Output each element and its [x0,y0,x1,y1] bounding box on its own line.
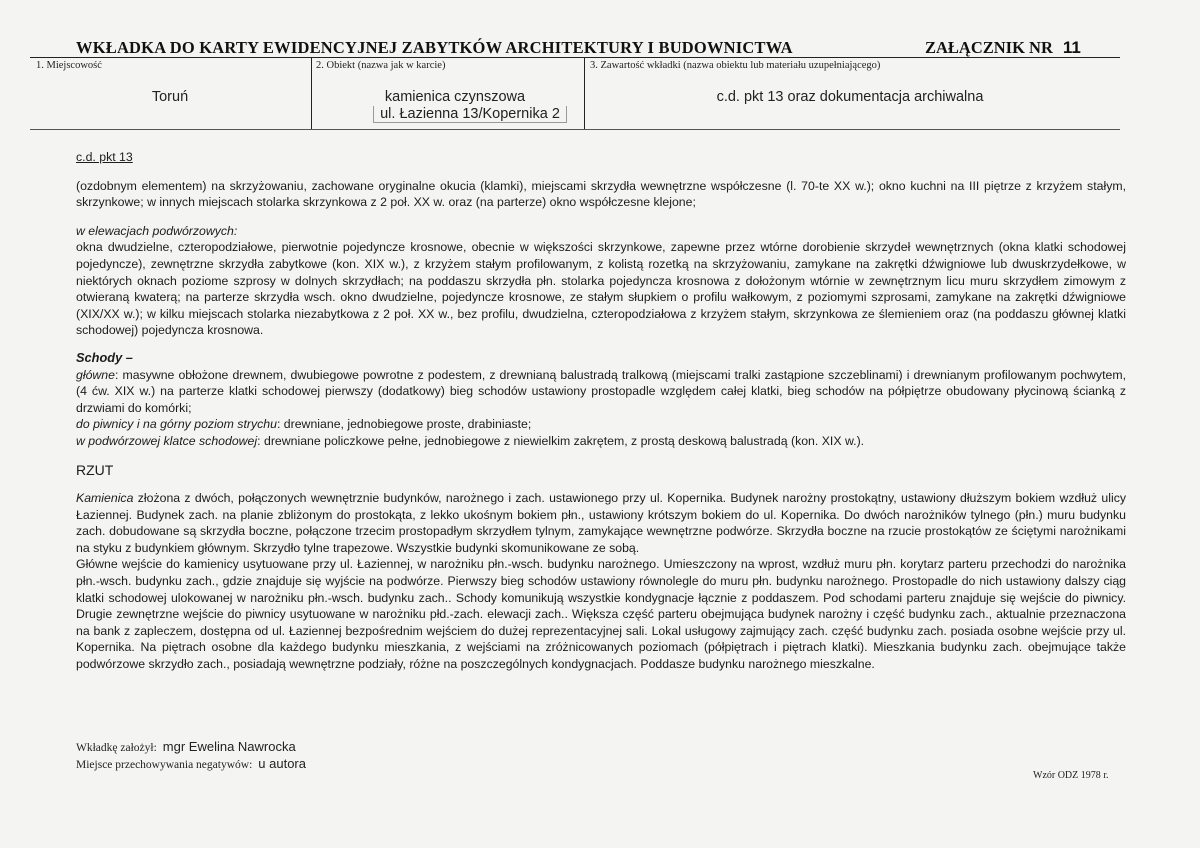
object-value [330,89,580,123]
negatives-label: Miejsce przechowywania negatywów: [76,759,253,771]
rear-elevations-heading: w elewacjach podwórzowych: [76,223,238,238]
locality-value: Toruń [151,89,189,105]
stairs-heading: Schody – [76,349,133,365]
paragraph-stairs-yard [76,433,1126,450]
header-rule [30,57,1120,58]
column-divider [311,57,312,129]
locality-label: 1. Miejscowość [36,60,102,71]
form-reference: Wzór ODZ 1978 r. [1033,770,1109,781]
author-value: mgr Ewelina Nawrocka [162,739,296,754]
continuation-heading: c.d. pkt 13 [76,150,133,164]
plan-lead: Kamienica [76,491,134,506]
stairs-yard-text: : drewniane policzkowe pełne, jednobiegowe z niewielkim zakrętem, z prostą deskową balustradą (kon. XIX w.). [257,433,865,448]
annex-number: 11 [1062,38,1081,57]
negatives-row [76,756,306,771]
stairs-main-text: : masywne obłożone drewnem, dwubiegowe powrotne z podestem, z drewnianą balustradą tralkową (miejscami tralki zastąpione szczeblinami) i drewnianym profilowanym pochwytem, (4 ćw. XIX w.) na parterze klatki schodowej pierwszy (dodatkowy) bieg schodów ustawiony prostopadle względem całej klatki, bieg schodów na półpiętrze obudowany płycinową ścianką z drzwiami do komórki; [76,367,1126,415]
author-label: Wkładkę założył: [76,742,157,754]
object-label: 2. Obiekt (nazwa jak w karcie) [316,60,446,71]
paragraph-stairs-cellar [76,416,1126,433]
paragraph-rear-elevations: okna dwudzielne, czteropodziałowe, pierwotnie pojedyncze krosnowe, obecnie w większości skrzynkowe, zapewne przez wtórne dorobienie skrzydeł wewnętrznych (okna klatki schodowej pojedyncze), zewnętrzne skrzydła zabytkowe (kon. XIX w.), z krzyżem stałym profilowanym, z kolistą rozetką na skrzyżowaniu, zamykane na zakrętki dźwigniowe lub dwuskrzydełkowe, w niektórych oknach poziome szprosy w dolnych skrzydłach; na poddaszu skrzydła płn. stolarka pojedyncza krosnowa z dołożonym wtórnie w zewnętrznym licu muru skrzydłem zimowym z otwieraną kwaterą; na parterze skrzydła wsch. okno dwudzielne, pojedyncze krosnowe, ze stałym słupkiem o profilu wałkowym, z poziomymi szprosami, zamykane na zakrętki dźwigniowe (XIX/XX w.); w kilku miejscach stolarka niezabytkowa z 2 poł. XX w., bez profilu, dwudzielna, czteropodziałowa z krzyżem stałym, skrzynkowa ze ślemieniem oraz (na poddaszu głównej klatki schodowej) pojedyncza krosnowa. [76,240,1126,338]
paragraph-plan-1 [76,490,1126,556]
annex-label [925,38,1081,58]
stairs-yard-label: w podwórzowej klatce schodowej [76,433,258,448]
plan-heading: RZUT [76,461,114,478]
object-name: kamienica czynszowa [384,89,526,105]
column-divider [584,57,585,129]
document-body [76,149,1126,673]
stairs-main-label: główne [76,367,115,382]
table-bottom-rule [30,129,1120,130]
form-title: WKŁADKA DO KARTY EWIDENCYJNEJ ZABYTKÓW ARCHITEKTURY I BUDOWNICTWA [76,38,793,57]
paragraph-stairs-main [76,367,1126,417]
paragraph-windows: (ozdobnym elementem) na skrzyżowaniu, zachowane oryginalne okucia (klamki), miejscami skrzydła wewnętrzne współczesne (l. 70-te XX w.); okno kuchni na III piętrze z krzyżem stałym, skrzynkowe; w innych miejscach stolarka skrzynkowa z 2 poł. XX w. oraz (na parterze) okno współczesne klejone; [76,178,1126,210]
author-row [76,739,296,754]
contents-label: 3. Zawartość wkładki (nazwa obiektu lub materiału uzupełniającego) [590,60,881,71]
contents-value: c.d. pkt 13 oraz dokumentacja archiwalna [716,89,984,105]
object-address: ul. Łazienna 13/Kopernika 2 [373,106,567,123]
annex-label-text: ZAŁĄCZNIK NR [925,38,1053,57]
stairs-cellar-text: : drewniane, jednobiegowe proste, drabiniaste; [276,417,532,432]
paragraph-plan-2: Główne wejście do kamienicy usytuowane przy ul. Łaziennej, w narożniku płn.-wsch. budynku narożnego. Umieszczony na wprost, wzdłuż muru płn. korytarz parteru przechodzi do narożnika płn.-wsch. budynku zach., gdzie znajduje się wyjście na podwórze. Pierwszy bieg schodów ustawiony równolegle do muru płn. budynku narożnego. Prostopadle do nich ustawiony dalszy ciąg klatki schodowej ulokowanej w narożniku płn.-wsch. budynku zach.. Schody komunikują wszystkie kondygnacje łącznie z poddaszem. Pod schodami parteru znajduje się wejście do piwnicy. Drugie zewnętrzne wejście do piwnicy usytuowane w narożniku płd.-zach. elewacji zach.. Większa część parteru obejmująca budynek narożny i część budynku zach., aktualnie przeznaczona na bank z zapleczem, dostępna od ul. Łaziennej bezpośrednim wejściem do dużej reprezentacyjnej sali. Lokal usługowy zajmujący zach. część budynku zach. posiada osobne wejście przy ul. Kopernika. Na piętrach osobne dla każdego budynku mieszkania, z wejściami na zróżnicowanych poziomach (półpiętrach i piętrach klatki). Mieszkania budynku zach. obejmujące także podwórzowe skrzydło zach., posiadają wewnętrzne podziały, różne na poszczególnych kondygnacjach. Poddasze budynku narożnego mieszkalne. [76,557,1126,672]
negatives-value: u autora [258,756,306,771]
stairs-cellar-label: do piwnicy i na górny poziom strychu [76,417,277,432]
plan-text-1: złożona z dwóch, połączonych wewnętrznie budynków, narożnego i zach. ustawionego przy ul. Kopernika. Budynek narożny prostokątny, ustawiony dłuższym bokiem wzdłuż ulicy Łaziennej. Budynek zach. na planie zbliżonym do prostokąta, z lekko ukośnym bokiem płn., ustawiony krótszym bokiem do ul. Kopernika. Do dwóch narożników tylnego (płn.) muru budynku zach. dobudowane są skrzydła boczne, połączone trzecim prostopadłym skrzydłem tylnym, zamykające wewnętrzne podwórze. Skrzydła boczne na rzucie prostokątów ze ściętymi narożnikami na styku z budynkiem głównym. Skrzydło tylne trapezowe. Wszystkie budynki skomunikowane ze sobą. [76,491,1126,555]
